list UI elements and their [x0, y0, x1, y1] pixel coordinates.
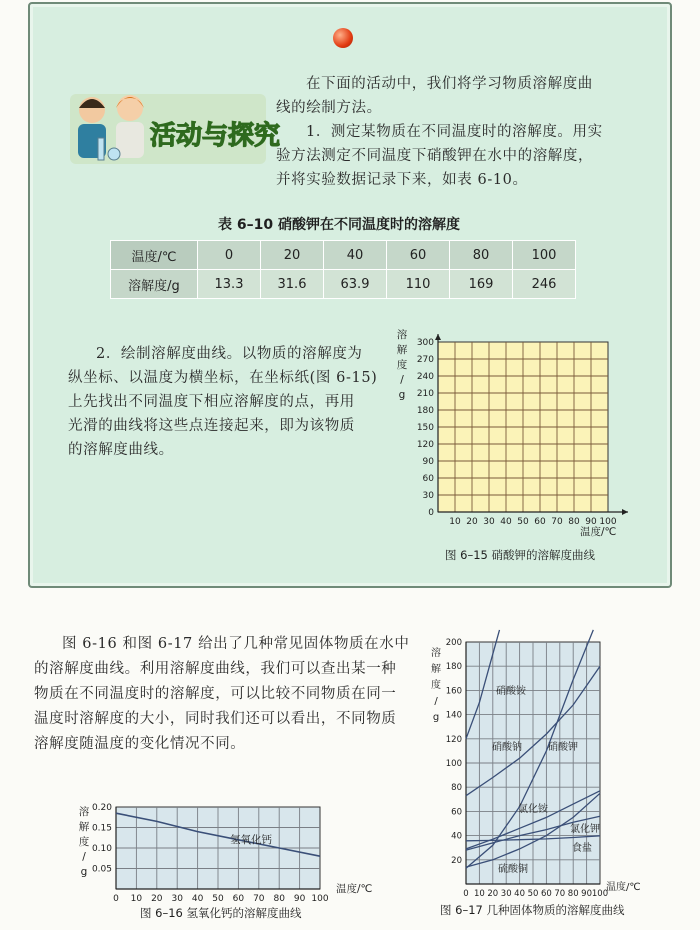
y-tick-label: 160: [445, 686, 462, 697]
y-tick-label: 0.15: [91, 823, 112, 834]
badge-title: 活动与探究: [150, 121, 281, 151]
step1-line-3: 并将实验数据记录下来，如表 6-10。: [276, 172, 528, 188]
y-tick-label: 0.05: [91, 864, 112, 875]
y-tick-label: 80: [451, 783, 462, 794]
table-header-temperature: 温度/℃: [111, 241, 198, 270]
body-line-1: 图 6-16 和图 6-17 给出了几种常见固体物质在水中: [62, 636, 410, 652]
table-cell: 0: [198, 241, 261, 270]
x-tick-label: 70: [253, 894, 265, 904]
step1-line-2: 验方法测定不同温度下硝酸钾在水中的溶解度，: [276, 148, 594, 164]
test-tube-icon: [98, 138, 104, 160]
x-tick-label: 100: [311, 894, 329, 904]
step2-line-2: 纵坐标、以温度为横坐标，在坐标纸(图 6-15): [68, 370, 378, 386]
x-tick-label: 10: [473, 889, 485, 899]
x-tick-label: 0: [463, 889, 469, 899]
activity-badge: [70, 88, 281, 170]
x-tick-label: 70: [551, 517, 563, 527]
body-line-4: 温度时溶解度的大小，同时我们还可以看出，不同物质: [34, 711, 397, 727]
x-tick-label: 10: [449, 517, 461, 527]
x-tick-label: 50: [212, 894, 224, 904]
series-label: 硫酸铜: [498, 864, 528, 875]
intro-line-1: 在下面的活动中，我们将学习物质溶解度曲: [306, 76, 593, 92]
y-axis-label-char: 解: [78, 821, 90, 833]
y-axis-label-char: 度: [78, 836, 90, 848]
x-tick-label: 20: [466, 517, 478, 527]
y-tick-label: 60: [451, 807, 462, 818]
x-tick-label: 80: [273, 894, 285, 904]
table-cell: 60: [387, 241, 450, 270]
x-tick-label: 40: [500, 517, 512, 527]
y-tick-label: 270: [416, 355, 434, 365]
y-axis-label-char: 溶: [431, 648, 441, 659]
x-tick-label: 60: [534, 517, 546, 527]
y-tick-label: 0.20: [91, 803, 112, 813]
y-tick-label: 90: [422, 457, 434, 467]
table-cell: 13.3: [198, 270, 261, 299]
table-cell: 110: [387, 270, 450, 299]
x-axis-label: 温度/℃: [606, 882, 641, 893]
x-tick-label: 70: [554, 889, 566, 899]
x-tick-label: 40: [191, 894, 204, 904]
table-cell: 100: [513, 241, 576, 270]
x-tick-label: 100: [591, 889, 609, 899]
intro-line-2: 线的绘制方法。: [276, 100, 382, 116]
table-cell: 63.9: [324, 270, 387, 299]
y-axis-label-char: g: [432, 712, 440, 723]
x-tick-label: 90: [293, 894, 306, 904]
x-tick-label: 30: [171, 894, 183, 904]
table-row-solubility: [111, 270, 576, 299]
table-header-solubility: 溶解度/g: [111, 270, 198, 299]
x-tick-label: 80: [568, 517, 580, 527]
x-tick-label: 30: [500, 889, 512, 899]
series-label: 硝酸钾: [548, 742, 578, 753]
y-axis-label-char: 解: [396, 344, 408, 356]
y-tick-label: 120: [445, 734, 462, 745]
table-cell: 31.6: [261, 270, 324, 299]
y-tick-label: 100: [445, 759, 462, 769]
x-tick-label: 100: [599, 517, 617, 527]
figure-6-15-chart: [390, 320, 650, 540]
step2-line-3: 上先找出不同温度下相应溶解度的点，再用: [68, 394, 355, 410]
x-tick-label: 30: [483, 517, 495, 527]
y-axis-label-char: 溶: [396, 329, 408, 341]
figure-6-17-caption: 图 6–17 几种固体物质的溶解度曲线: [440, 903, 625, 917]
figure-6-16-caption: 图 6–16 氢氧化钙的溶解度曲线: [140, 906, 302, 920]
y-tick-label: 140: [445, 710, 462, 721]
x-tick-label: 90: [585, 517, 597, 527]
series-label: 硝酸钠: [492, 742, 522, 753]
y-tick-label: 200: [445, 638, 462, 648]
y-tick-label: 150: [416, 423, 434, 433]
table-6-10-title: 表 6–10 硝酸钾在不同温度时的溶解度: [218, 217, 460, 233]
y-axis-label-char: /: [434, 696, 438, 707]
figure-6-16-chart: [60, 795, 390, 905]
y-axis-label-char: g: [398, 389, 406, 401]
x-tick-label: 40: [514, 889, 526, 899]
y-tick-label: 180: [445, 662, 462, 673]
flask-icon: [108, 148, 120, 160]
table-cell: 20: [261, 241, 324, 270]
y-tick-label: 180: [416, 406, 434, 416]
x-axis-label: 温度/℃: [580, 526, 617, 538]
y-tick-label: 210: [416, 389, 434, 399]
y-tick-label: 40: [451, 831, 462, 842]
y-tick-label: 60: [422, 474, 434, 484]
y-axis-label-char: 度: [396, 359, 408, 371]
y-tick-label: 300: [416, 338, 434, 348]
student-girl-icon: [117, 95, 143, 121]
body-line-3: 物质在不同温度时的溶解度，可以比较不同物质在同一: [34, 686, 397, 702]
series-label: 氯化铵: [518, 804, 548, 815]
y-tick-label: 0.10: [91, 844, 112, 854]
y-tick-label: 0: [428, 508, 434, 518]
table-cell: 169: [450, 270, 513, 299]
x-tick-label: 80: [567, 889, 579, 899]
x-tick-label: 20: [151, 894, 163, 904]
y-axis-label-char: 解: [431, 664, 441, 675]
x-tick-label: 50: [527, 889, 539, 899]
x-tick-label: 90: [581, 889, 593, 899]
x-axis-arrow-icon: [622, 509, 628, 515]
body-line-2: 的溶解度曲线。利用溶解度曲线，我们可以查出某一种: [34, 661, 397, 677]
body-line-5: 溶解度随温度的变化情况不同。: [34, 736, 246, 752]
solubility-table: [110, 240, 576, 299]
x-tick-label: 50: [517, 517, 529, 527]
step2-line-1: 2．绘制溶解度曲线。以物质的溶解度为: [96, 346, 363, 362]
y-axis-label-char: /: [400, 374, 404, 386]
y-axis-label-char: 度: [431, 680, 441, 691]
x-tick-label: 0: [113, 894, 119, 904]
x-tick-label: 20: [487, 889, 499, 899]
series-label: 氢氧化钙: [230, 834, 272, 846]
figure-6-17-chart: [420, 632, 690, 902]
x-axis-label: 温度/℃: [336, 883, 373, 895]
x-tick-label: 60: [232, 894, 245, 904]
x-tick-label: 10: [130, 894, 143, 904]
y-tick-label: 30: [422, 491, 434, 501]
y-axis-label-char: 溶: [78, 806, 90, 818]
step2-line-5: 的溶解度曲线。: [68, 442, 174, 458]
red-ball-icon: [333, 28, 353, 48]
figure-6-15-caption: 图 6–15 硝酸钾的溶解度曲线: [445, 548, 596, 562]
series-label: 食盐: [572, 843, 592, 854]
step2-line-4: 光滑的曲线将这些点连接起来，即为该物质: [68, 418, 355, 434]
series-label: 氯化钾: [570, 824, 600, 835]
x-tick-label: 60: [540, 889, 552, 899]
y-tick-label: 240: [416, 372, 434, 382]
y-axis-arrow-icon: [435, 334, 441, 340]
step1-line-1: 1．测定某物质在不同温度时的溶解度。用实: [306, 124, 603, 140]
table-cell: 246: [513, 270, 576, 299]
series-label: 硝酸铵: [496, 686, 526, 697]
y-tick-label: 20: [451, 855, 462, 866]
y-axis-label-char: g: [80, 866, 88, 878]
table-row-temperature: [111, 241, 576, 270]
table-cell: 80: [450, 241, 513, 270]
y-tick-label: 120: [416, 440, 434, 450]
table-cell: 40: [324, 241, 387, 270]
y-axis-label-char: /: [82, 851, 86, 863]
